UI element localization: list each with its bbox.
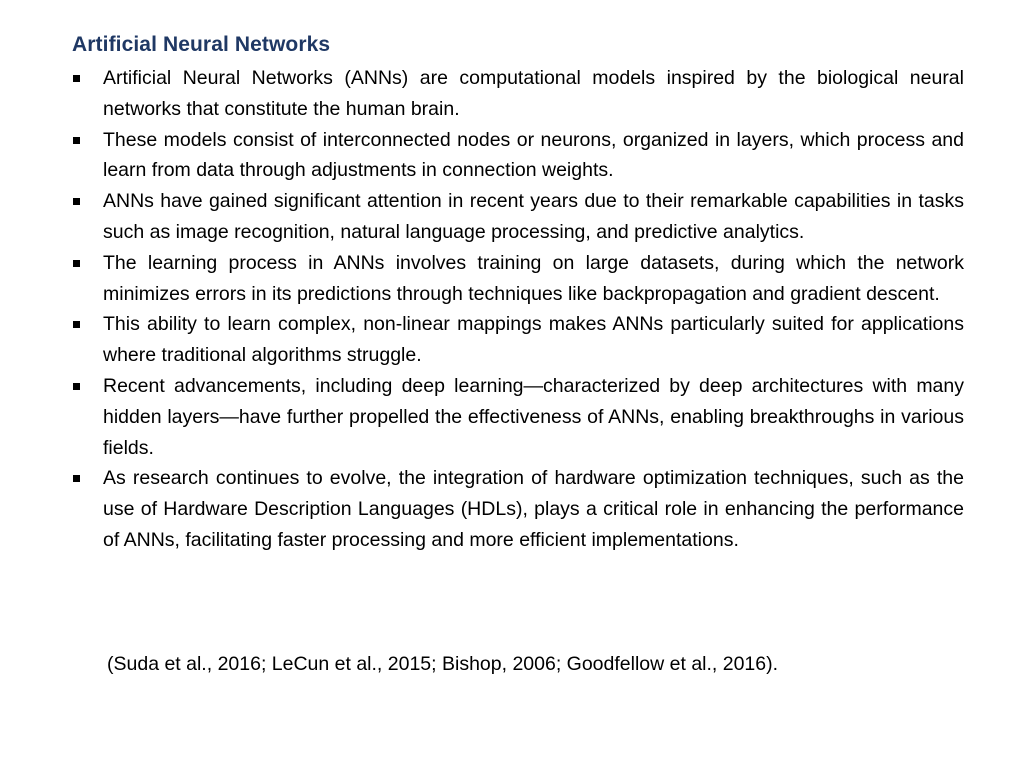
- square-bullet-icon: [73, 75, 80, 82]
- bullet-item: [72, 463, 964, 555]
- bullet-text: These models consist of interconnected nodes or neurons, organized in layers, which process and learn from data through adjustments in connection weights.: [103, 128, 964, 182]
- bullet-text: Artificial Neural Networks (ANNs) are computational models inspired by the biological neural networks that constitute the human brain.: [103, 67, 964, 120]
- bullet-item: [72, 371, 964, 463]
- square-bullet-icon: [73, 260, 80, 267]
- bullet-item: [72, 63, 964, 125]
- square-bullet-icon: [73, 137, 80, 144]
- citation: (Suda et al., 2016; LeCun et al., 2015; Bishop, 2006; Goodfellow et al., 2016).: [107, 653, 779, 675]
- bullet-item: [72, 309, 964, 371]
- bullet-item: [72, 125, 964, 187]
- bullet-item: [72, 186, 964, 248]
- bullet-list: [72, 63, 964, 556]
- bullet-text: The learning process in ANNs involves training on large datasets, during which the network minimizes errors in its predictions through techniques like backpropagation and gradient descent.: [103, 251, 964, 305]
- slide-title: Artificial Neural Networks: [72, 33, 331, 56]
- bullet-text: This ability to learn complex, non-linear mappings makes ANNs particularly suited for applications where traditional algorithms struggle.: [103, 313, 964, 367]
- square-bullet-icon: [73, 383, 80, 390]
- bullet-item: [72, 248, 964, 310]
- bullet-text: ANNs have gained significant attention in recent years due to their remarkable capabilities in tasks such as image recognition, natural language processing, and predictive analytics.: [103, 190, 964, 243]
- square-bullet-icon: [73, 198, 80, 205]
- square-bullet-icon: [73, 321, 80, 328]
- square-bullet-icon: [73, 475, 80, 482]
- bullet-text: As research continues to evolve, the integration of hardware optimization techniques, such as the use of Hardware Description Languages (HDLs), plays a critical role in enhancing the performance of ANNs, facilitating faster processing and more efficient implementations.: [103, 467, 964, 551]
- bullet-text: Recent advancements, including deep learning—characterized by deep architectures with many hidden layers—have further propelled the effectiveness of ANNs, enabling breakthroughs in various fields.: [103, 374, 964, 459]
